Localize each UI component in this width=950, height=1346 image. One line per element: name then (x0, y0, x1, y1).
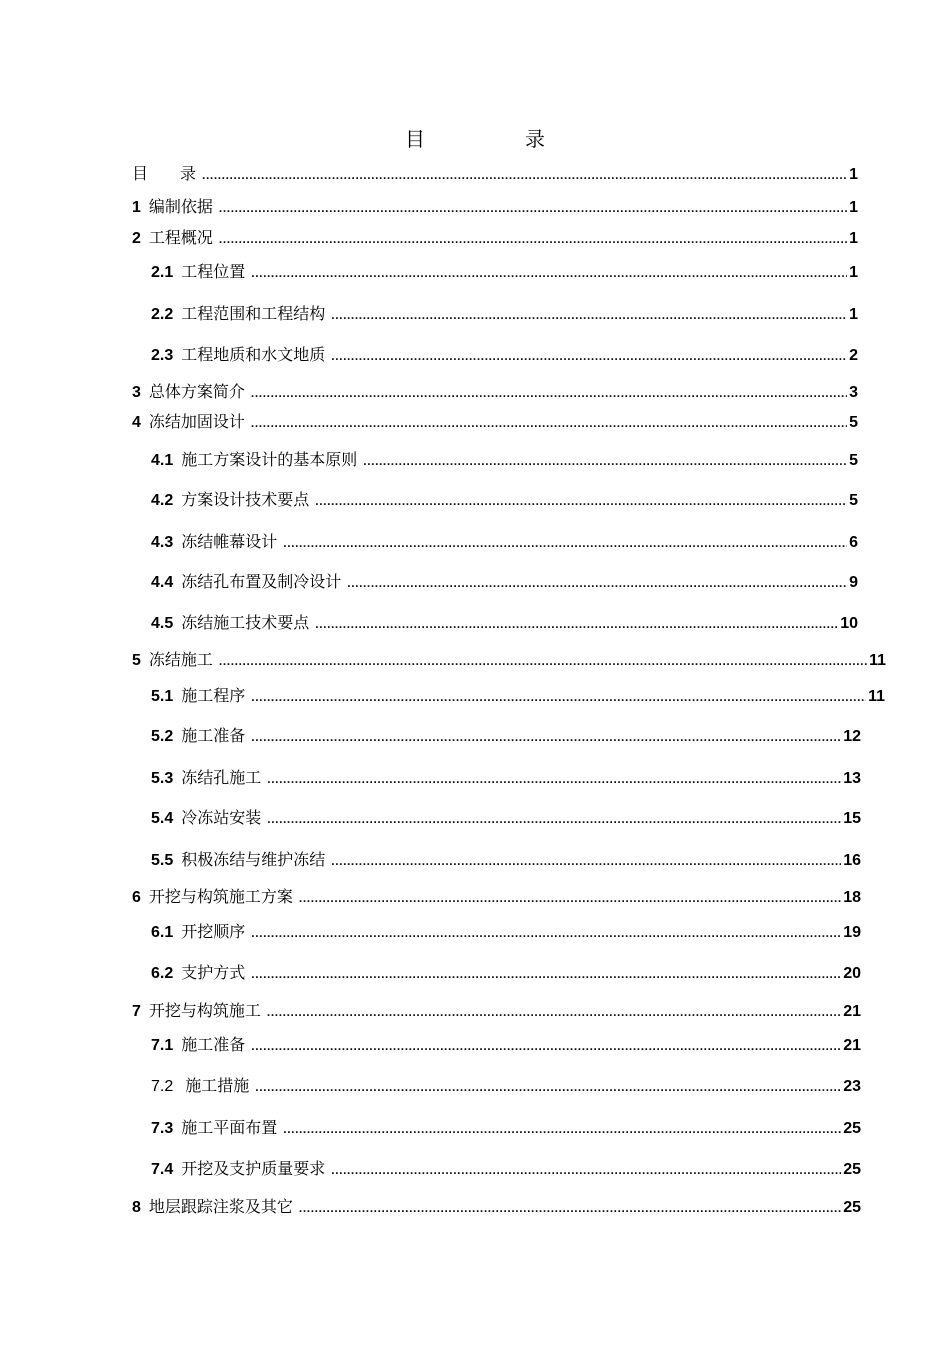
toc-section-number: 2.1 (151, 264, 174, 281)
toc-leader-dots (315, 489, 847, 513)
toc-entry-text: 方案设计技术要点 (181, 490, 310, 509)
toc-section-number: 4.3 (151, 534, 174, 551)
toc-leader-dots (363, 449, 847, 473)
toc-entry-text: 开挖顺序 (181, 922, 246, 941)
toc-section-number: 1 (132, 199, 141, 216)
toc-section-number: 5.1 (151, 688, 174, 705)
toc-page-number: 11 (869, 652, 886, 669)
toc-leader-dots (331, 303, 847, 327)
toc-leader-dots (251, 685, 866, 709)
toc-section-number: 8 (132, 1199, 141, 1216)
toc-entry[interactable] (132, 195, 858, 219)
toc-entry[interactable] (151, 920, 861, 944)
toc-entry-text: 施工方案设计的基本原则 (181, 450, 358, 469)
toc-leader-dots (219, 649, 867, 673)
toc-entry[interactable] (151, 488, 858, 512)
toc-entry[interactable] (151, 724, 861, 748)
toc-page-number: 5 (849, 414, 858, 431)
toc-page-number: 25 (843, 1199, 861, 1216)
toc-entry-text: 冻结施工 (148, 650, 213, 669)
toc-page-number: 1 (849, 306, 858, 323)
toc-page-number: 5 (849, 492, 858, 509)
toc-page-number: 13 (843, 770, 861, 787)
toc-section-number: 2.2 (151, 306, 174, 323)
toc-leader-dots (251, 1034, 841, 1058)
toc-leader-dots (219, 196, 847, 220)
toc-entry[interactable] (151, 611, 858, 635)
page-title: 目 录 (405, 127, 585, 151)
toc-entry[interactable] (132, 1195, 861, 1219)
toc-entry-text: 总体方案简介 (148, 382, 245, 401)
toc-leader-dots (251, 921, 841, 945)
toc-entry[interactable] (151, 343, 858, 367)
toc-entry-text: 开挖与构筑施工 (148, 1001, 261, 1020)
toc-entry-text: 支护方式 (181, 963, 246, 982)
toc-page-number: 18 (843, 889, 861, 906)
toc-entry-text: 目 录 (132, 164, 197, 183)
toc-entry[interactable] (151, 684, 885, 708)
toc-entry-text: 冻结加固设计 (148, 412, 245, 431)
toc-entry[interactable] (132, 410, 858, 434)
toc-page-number: 5 (849, 452, 858, 469)
toc-page-number: 12 (843, 728, 861, 745)
toc-page-number: 23 (843, 1078, 861, 1095)
toc-entry[interactable] (151, 1033, 861, 1057)
toc-page-number: 11 (868, 688, 885, 705)
toc-page-number: 10 (840, 615, 858, 632)
toc-page-number: 6 (849, 534, 858, 551)
toc-entry-text: 施工准备 (181, 726, 246, 745)
toc-section-number: 2.3 (151, 347, 174, 364)
toc-entry[interactable] (132, 648, 886, 672)
toc-section-number: 5.5 (151, 852, 174, 869)
toc-section-number: 7.3 (151, 1120, 174, 1137)
toc-leader-dots (299, 1196, 841, 1220)
toc-section-number: 4.1 (151, 452, 174, 469)
toc-leader-dots (299, 886, 841, 910)
toc-page-number: 1 (849, 199, 858, 216)
toc-leader-dots (251, 962, 841, 986)
toc-leader-dots (251, 411, 847, 435)
toc-page-number: 1 (849, 166, 858, 183)
toc-leader-dots (219, 227, 847, 251)
toc-page-number: 1 (849, 264, 858, 281)
toc-section-number: 4.5 (151, 615, 174, 632)
toc-entry-text: 冻结孔施工 (181, 768, 262, 787)
toc-entry-text: 冻结施工技术要点 (181, 613, 310, 632)
toc-section-number: 7.1 (151, 1037, 174, 1054)
toc-entry[interactable] (151, 848, 861, 872)
toc-entry-text: 编制依据 (148, 197, 213, 216)
toc-entry-text: 工程地质和水文地质 (181, 345, 326, 364)
toc-leader-dots (331, 344, 847, 368)
toc-section-number: 5.3 (151, 770, 174, 787)
toc-section-number: 4 (132, 414, 141, 431)
toc-entry[interactable] (151, 766, 861, 790)
toc-leader-dots (283, 1117, 841, 1141)
toc-section-number: 6.1 (151, 924, 174, 941)
toc-entry-text: 冻结帷幕设计 (181, 532, 278, 551)
toc-page-number: 19 (843, 924, 861, 941)
toc-entry-text: 施工程序 (181, 686, 246, 705)
toc-leader-dots (202, 163, 847, 187)
toc-entry[interactable] (151, 570, 858, 594)
toc-section-number: 2 (132, 230, 141, 247)
toc-entry[interactable] (132, 999, 861, 1023)
toc-leader-dots (315, 612, 838, 636)
toc-leader-dots (347, 571, 847, 595)
toc-page-number: 3 (849, 384, 858, 401)
toc-page-number: 16 (843, 852, 861, 869)
toc-section-number: 5 (132, 652, 141, 669)
toc-page-number: 25 (843, 1161, 861, 1178)
toc-section-number: 7.4 (151, 1161, 174, 1178)
toc-section-number: 4.2 (151, 492, 174, 509)
toc-leader-dots (267, 807, 841, 831)
toc-page-number: 20 (843, 965, 861, 982)
toc-entry[interactable] (151, 448, 858, 472)
toc-entry[interactable] (151, 961, 861, 985)
toc-leader-dots (251, 261, 847, 285)
toc-leader-dots (283, 531, 847, 555)
toc-entry-text: 开挖及支护质量要求 (181, 1159, 326, 1178)
toc-entry[interactable] (151, 260, 858, 284)
toc-entry-text: 冷冻站安装 (181, 808, 262, 827)
toc-entry[interactable] (132, 380, 858, 404)
toc-section-number: 6.2 (151, 965, 174, 982)
toc-entry-text: 工程概况 (148, 228, 213, 247)
toc-section-number: 5.4 (151, 810, 174, 827)
toc-entry-text: 开挖与构筑施工方案 (148, 887, 293, 906)
toc-entry[interactable] (151, 302, 858, 326)
toc-page-number: 25 (843, 1120, 861, 1137)
toc-entry[interactable] (151, 806, 861, 830)
toc-entry[interactable] (132, 226, 858, 250)
toc-page-number: 1 (849, 230, 858, 247)
toc-leader-dots (267, 767, 841, 791)
toc-leader-dots (331, 849, 841, 873)
toc-entry-text: 工程范围和工程结构 (181, 304, 326, 323)
toc-entry-text: 冻结孔布置及制冷设计 (181, 572, 342, 591)
toc-leader-dots (331, 1158, 841, 1182)
toc-leader-dots (255, 1075, 841, 1099)
toc-entry[interactable] (132, 885, 861, 909)
toc-page-number: 21 (843, 1003, 861, 1020)
toc-section-number: 7 (132, 1003, 141, 1020)
toc-entry[interactable] (151, 530, 858, 554)
toc-entry-text: 施工措施 (185, 1076, 250, 1095)
toc-page-number: 2 (849, 347, 858, 364)
toc-entry[interactable] (151, 1074, 861, 1098)
toc-section-number: 6 (132, 889, 141, 906)
toc-section-number: 3 (132, 384, 141, 401)
toc-entry-text: 工程位置 (181, 262, 246, 281)
toc-leader-dots (251, 381, 847, 405)
toc-page-number: 9 (849, 574, 858, 591)
toc-page-number: 21 (843, 1037, 861, 1054)
toc-section-number: 7.2 (151, 1078, 174, 1095)
toc-page-number: 15 (843, 810, 861, 827)
toc-section-number: 4.4 (151, 574, 174, 591)
toc-entry-text: 施工平面布置 (181, 1118, 278, 1137)
toc-entry[interactable] (151, 1157, 861, 1181)
toc-entry-text: 积极冻结与维护冻结 (181, 850, 326, 869)
toc-leader-dots (267, 1000, 841, 1024)
toc-entry-text: 地层跟踪注浆及其它 (148, 1197, 293, 1216)
toc-leader-dots (251, 725, 841, 749)
toc-entry-text: 施工准备 (181, 1035, 246, 1054)
toc-entry[interactable] (151, 1116, 861, 1140)
toc-section-number: 5.2 (151, 728, 174, 745)
toc-entry[interactable] (132, 162, 858, 186)
